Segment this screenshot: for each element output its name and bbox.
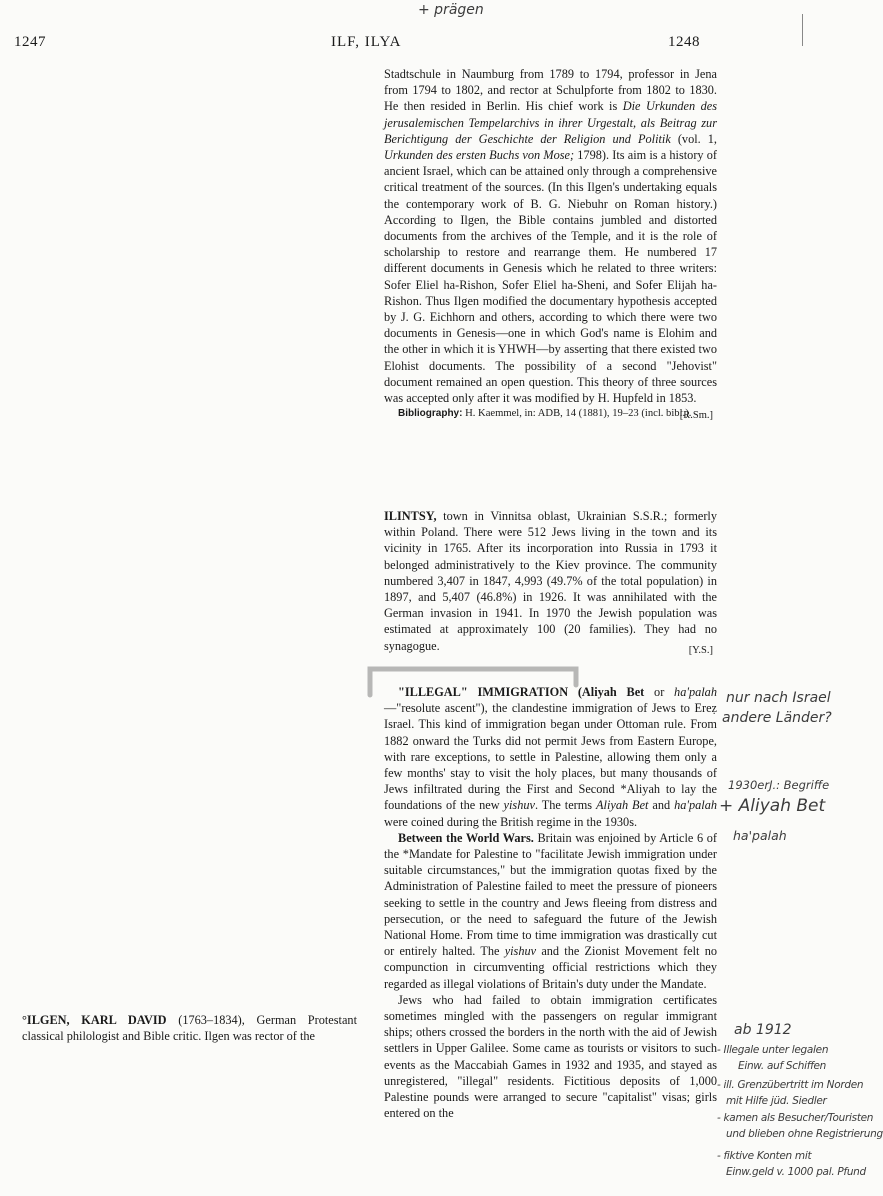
- immigration-p2-segment: Between the World Wars.: [398, 830, 534, 845]
- immigration-p2-segment: Britain was enjoined by Article 6 of the *Mandate for Palestine to "facilitate Jewish immigration under suitable circumstances," but the immigration quotas fixed by the Administration of Palestine failed to meet the pressure of pioneers seeking to settle in the country and Jews fleeing from distress and persecution, or the need to safeguard the future of the Jewish National Home. From time to time immigration was drastically cut or entirely halted. The: [384, 830, 718, 959]
- ilgen-text-segment: Die Urkunden des jerusalemischen Tempelarchivs in ihrer Urgestalt, als Beitrag zur Berichtigung der Geschichte der Religion und Politik: [384, 99, 717, 146]
- immigration-p1-segment: ha'palah: [674, 798, 718, 813]
- ilintsy-body-text: ILINTSY, town in Vinnitsa oblast, Ukrainian S.S.R.; formerly within Poland. There were 512 Jews living in the town and its vicinity in 1765. After its incorporation into Russia in 1793 it belonged administratively to the Kiev province. The community numbered 3,407 in 1847, 4,993 (49.7% of the total population) in 1897, and 5,407 (46.8%) in 1926. It was annihilated with the German invasion in 1941. In 1970 the Jewish population was estimated at approximately 100 (20 families). They had no synagogue.: [384, 509, 717, 653]
- immigration-p1-segment: (Aliyah Bet: [568, 685, 645, 699]
- ilgen-text-segment: 1798). Its aim is a history of ancient Israel, which can be attained only through a comprehensive critical treatment of the sources. (In this Ilgen's undertaking equals the contemporary work of B. G. Niebuhr on Roman history.) According to Ilgen, the Bible contains jumbled and distorted documents from the archives of the Temple, and it is the role of scholarship to restore and rearrange them. He numbered 17 different documents in Genesis which he related to three writers: Sofer Eliel ha-Rishon, Sofer Eliel ha-Sheni, and Sofer Elijah ha-Rishon. Thus Ilgen modified the documentary hypothesis accepted by J. G. Eichhorn and others, according to which there were two documents in Genesis—one in which God's name is Elohim and the other in which it is YHWH—by asserting that there existed two Elohist documents. The possibility of a second "Jehovist" document remained an open question. This theory of three sources was accepted only after it was modified by H. Hupfeld in 1853.: [384, 148, 717, 406]
- ilgen-body-text: [384, 66, 717, 406]
- handwritten-note-3e: mit Hilfe jüd. Siedler: [726, 1095, 827, 1107]
- handwritten-note-3h: - fiktive Konten mit: [717, 1150, 812, 1162]
- article-ilgen-continued: [384, 66, 717, 424]
- ilgen-text-segment: (vol. 1,: [670, 131, 717, 146]
- immigration-p3-segment: Jews who had failed to obtain immigration certificates sometimes mingled with the passengers on regular immigrant ships; others crossed the borders in the north with the aid of Jewish settlers in Upper Galilee. Some came as tourists or visitors to such events as the Maccabiah Games in 1932 and 1935, and stayed as unregistered, "illegal" residents. Fictitious deposits of 1,000 Palestine pounds were arranged to secure "capitalist" visas; girls entered on the: [384, 992, 717, 1121]
- running-title: ILF, ILYA: [331, 34, 402, 50]
- handwritten-note-3d: - ill. Grenzübertritt im Norden: [717, 1079, 864, 1091]
- handwritten-note-2b: + Aliyah Bet: [719, 796, 826, 816]
- page-number-left: 1247: [14, 34, 46, 50]
- handwritten-note-1a: nur nach Israel: [726, 690, 831, 706]
- ilintsy-signature: [Y.S.]: [688, 644, 713, 656]
- immigration-paragraph-2: [384, 830, 717, 992]
- immigration-p1-segment: or: [644, 685, 675, 699]
- immigration-p1-segment: Aliyah Bet: [596, 798, 649, 813]
- handwritten-note-3g: und blieben ohne Registrierung: [726, 1128, 883, 1140]
- ilgen-bibliography: Bibliography: H. Kaemmel, in: ADB, 14 (1881), 19–23 (incl. bibl.).: [398, 408, 692, 420]
- immigration-paragraph-1: [384, 684, 717, 830]
- ilgen-text-segment: Urkunden des ersten Buchs von Mose;: [384, 148, 575, 163]
- immigration-p2-segment: and the Zionist Movement felt no compunction in circumventing official restrictions which they regarded as illegal violations of Britain's duty under the Mandate.: [384, 944, 717, 991]
- immigration-p1-segment: and: [648, 798, 675, 813]
- page-number-right: 1248: [668, 34, 700, 50]
- ilgen-headword: °ILGEN, KARL DAVID: [22, 1013, 167, 1027]
- handwritten-note-2c: ha'palah: [733, 828, 787, 843]
- immigration-p1-segment: were coined during the British regime in the 1930s.: [384, 814, 638, 829]
- ilgen-text-segment: Stadtschule in Naumburg from 1789 to 1794, professor in Jena from 1794 to 1802, and rector at Schulpforte from 1802 to 1830. He then resided in Berlin. His chief work is: [384, 67, 717, 114]
- immigration-paragraph-3: [384, 992, 717, 1122]
- ilintsy-headword: ILINTSY,: [384, 509, 437, 523]
- handwritten-note-3f: - kamen als Besucher/Touristen: [717, 1112, 874, 1124]
- article-ilgen-start: °ILGEN, KARL DAVID (1763–1834), German Protestant classical philologist and Bible critic. Ilgen was rector of the: [22, 1013, 357, 1044]
- immigration-p2-segment: yishuv: [504, 944, 537, 959]
- handwritten-note-top: + prägen: [418, 2, 484, 18]
- immigration-p1-segment: yishuv: [503, 798, 535, 813]
- immigration-p1-segment: "ILLEGAL" IMMIGRATION: [398, 685, 569, 699]
- immigration-p1-segment: —"resolute ascent"), the clandestine immigration of Jews to Ereẓ Israel. This kind of immigration began under Ottoman rule. From 1882 onward the Turks did not permit Jews from Eastern Europe, with rare exceptions, to settle in Palestine, allowing them only a few months' stay to visit the holy places, but many thousands of Jews infiltrated during the First and Second *Aliyah to lay the foundations of the new: [384, 701, 717, 813]
- article-ilintsy: [384, 508, 717, 659]
- handwritten-note-3a: ab 1912: [734, 1022, 792, 1038]
- article-illegal-immigration: [384, 684, 717, 1121]
- handwritten-note-1b: andere Länder?: [722, 710, 832, 726]
- handwritten-note-3i: Einw.geld v. 1000 pal. Pfund: [726, 1166, 866, 1178]
- handwritten-note-3b: - Illegale unter legalen: [717, 1044, 829, 1056]
- handwritten-note-2a: 1930erJ.: Begriffe: [728, 778, 830, 792]
- immigration-p1-segment: ha'palah: [674, 685, 717, 699]
- margin-mark: [802, 14, 803, 46]
- ilgen-signature: [R.Sm.]: [679, 410, 713, 422]
- handwritten-note-3c: Einw. auf Schiffen: [738, 1060, 827, 1072]
- immigration-p1-segment: . The terms: [534, 798, 597, 813]
